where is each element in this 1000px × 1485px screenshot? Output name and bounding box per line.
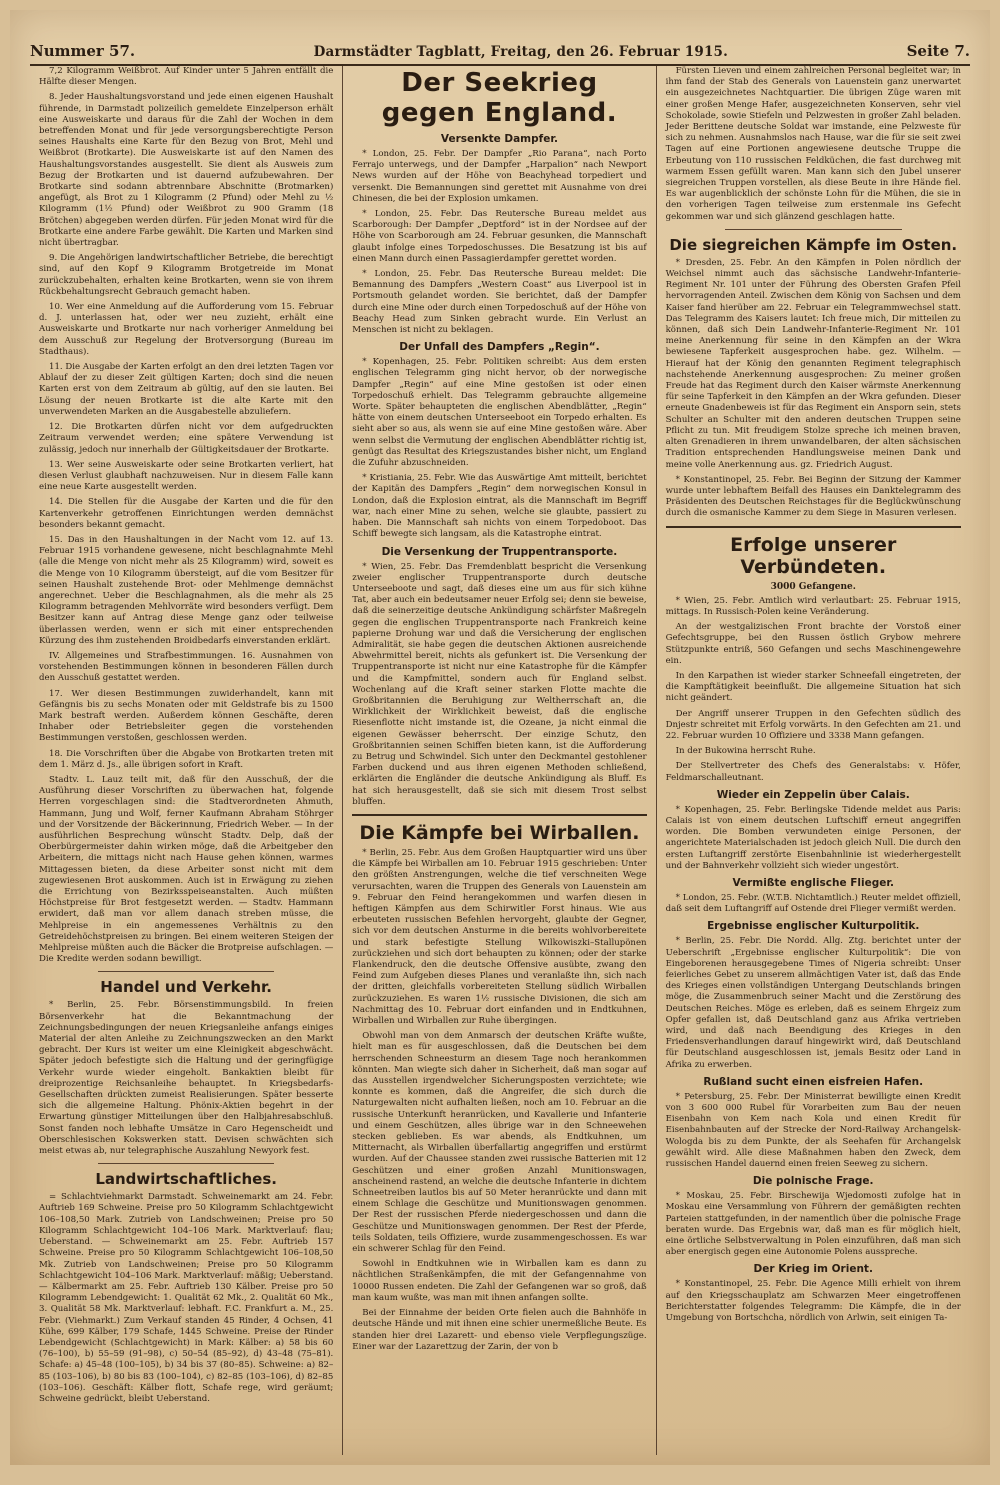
paragraph: 10. Wer eine Anmeldung auf die Aufforderung vom 15. Februar d. J. unterlassen hat, oder wer neu zuzieht, erhält eine Ausweiskarte und Brotkarte nur nach vorheriger Anmeldung bei dem Ausschuß zur Regelung der Brotversorgung (Bureau im Stadthaus). — [39, 302, 334, 357]
section-heading-verbuendete: Erfolge unserer Verbündeten. — [730, 533, 897, 578]
paragraph: In der Bukowina herrscht Ruhe. — [675, 746, 816, 757]
paragraph: 9. Die Angehörigen landwirtschaftlicher Betriebe, die berechtigt sind, auf den Kopf 9 Kilogramm Brotgetreide im Monat zurückzubehalten, erhalten keine Brotkarten, wenn sie von ihrem Rückbehaltungsrecht Gebrauch gemacht haben. — [39, 253, 334, 297]
subheading: Der Krieg im Orient. — [753, 1263, 873, 1276]
paragraph: * London, 25. Febr. Das Reutersche Bureau meldet: Die Bemannung des Dampfers „Western Coast“ aus Liverpool ist in Portsmouth gelandet worden. Sie berichtet, daß der Dampfer durch eine Mine oder durch einen Torpedoschuß auf der Höhe von Beachy Head zum Sinken gebracht wurde. Ein Verlust an Menschen ist nicht zu beklagen. — [352, 269, 647, 336]
paragraph: * Wien, 25. Febr. Amtlich wird verlautbart: 25. Februar 1915, mittags. In Russisch-Polen keine Veränderung. — [665, 595, 961, 617]
paragraph: Der Stellvertreter des Chefs des Generalstabs: v. Höfer, Feldmarschalleutnant. — [665, 761, 961, 783]
subheading: Ergebnisse englischer Kulturpolitik. — [707, 920, 920, 933]
section-heading-handel: Handel und Verkehr. — [100, 978, 272, 997]
paragraph: 14. Die Stellen für die Ausgabe der Karten und die für den Kartenverkehr getroffenen Einrichtungen werden demnächst besonders bekannt gemacht. — [39, 497, 334, 530]
paragraph: 13. Wer seine Ausweiskarte oder seine Brotkarten verliert, hat diesen Verlust glaubhaft nachzuweisen. Nur in diesem Falle kann eine neue Karte ausgestellt werden. — [39, 459, 334, 493]
paragraph: Fürsten Lieven und einem zahlreichen Personal begleitet war; in ihm fand der Stab des Generals von Lauenstein ganz unerwartet ein ausgezeichnetes Nachtquartier. Die übrigen Züge waren mit einer großen Menge Hafer, ausgezeichneten Konserven, sehr viel Schokolade, sowie Stiefeln und Pelzwesten in großer Zahl beladen. Jeder Berittene deutsche Soldat war imstande, eine Pelzweste für sich zu nehmen. Ausnahmslos nach Hause, war die für sie seit zwei Tagen auf eine Portionen angewiesene deutsche Truppe die Erbeutung von 110 russischen Feldküchen, die fast durchweg mit warmem Essen gefüllt waren. Man kann sich den Jubel unserer siegreichen Truppen vorstellen, als diese Beute in ihre Hände fiel. Es war augenblicklich der schönste Lohn für die Mühen, die sie in den vorherigen Tagen teilweise zum erstenmale ins Gefecht gekommen war und sich glänzend geschlagen hatte. — [665, 66, 961, 222]
subheading: Versenkte Dampfer. — [440, 133, 558, 145]
paragraph: In den Karpathen ist wieder starker Schneefall eingetreten, der die Kampftätigkeit beeinflußt. Die allgemeine Situation hat sich nicht geändert. — [665, 670, 961, 704]
paragraph: 15. Das in den Haushaltungen in der Nacht vom 12. auf 13. Februar 1915 vorhandene gewesene, nicht beschlagnahmte Mehl (alle die Menge von nicht mehr als 25 Kilogramm) wird, soweit es die Menge von 10 Kilogramm übersteigt, auf die vom Besitzer für seinen Haushalt zustehende Brot- oder Mehlmenge demnächst angerechnet. Ueber die Beschlagnahmen, als die mehr als 25 Kilogramm betragenden Mehlvorräte wird besonders verfügt. Dem Besitzer kann auf Antrag diese Menge ganz oder teilweise überlassen werden, wenn er sich mit einer entsprechenden Kürzung des ihm zustehenden Broidbedarfs einverstanden erklärt. — [39, 534, 334, 646]
paragraph: Obwohl man von dem Anmarsch der deutschen Kräfte wußte, hielt man es für ausgeschlossen, daß die Deutschen bei dem herrschenden Schneesturm an diesem Tage noch herankommen könnten. Man wiegte sich daher in Sicherheit, daß man sogar auf das Ausstellen irgendwelcher Sicherungsposten verzichtete; wie konnte es kommen, daß die Angreifer, die sich durch die Naturgewalten nicht aufhalten ließen, noch am 10. Februar an die russische Unterkunft heranrücken, und Kavallerie und Infanterie und einem Geschützen, alles übrige war in den Schneewehen stecken geblieben. Es war abends, als Endtkuhnen, um Mitternacht, als Wirballen überfallartig angegriffen und erstürmt wurden. Auf der Chaussee standen zwei russische Batterien mit 12 Geschützen und einer großen Anzahl Munitionswagen, anscheinend rastend, an welche die deutsche Infanterie in dichtem Schneetreiben lautlos bis auf 50 Meter heranrückte und dann mit einem Schlage die Geschütze und Munitionswagen genommen. Der Rest der russischen Pferde niedergeschossen und dann die Geschütze und Munitionswagen genommen. Der Rest der Pferde, teils Soldaten, teils Offiziere, wurde zusammengeschossen. Es war ein schwerer Schlag für den Feind. — [352, 1031, 647, 1255]
paragraph: * Kopenhagen, 25. Febr. Berlingske Tidende meldet aus Paris: Calais ist von einem deutschen Luftschiff erneut angegriffen worden. Die Bomben verwundeten einige Personen, der angerichtete Materialschaden ist jedoch gleich Null. Die durch den ersten Luftangriff zerstörte Eisenbahnlinie ist wiederhergestellt und der Bahnverkehr vollzieht sich wieder ungestört. — [665, 804, 961, 871]
paragraph: * London, 25. Febr. Das Reutersche Bureau meldet aus Scarborough: Der Dampfer „Deptford“ ist in der Nordsee auf der Höhe von Scarborough am 24. Februar gesunken, die Mannschaft glaubt infolge eines Torpedoschusses. Die Besatzung ist bis auf einen Mann durch einen Passagierdampfer gerettet worden. — [352, 209, 647, 264]
paragraph: * London, 25. Febr. Der Dampfer „Rio Parana“, nach Porto Ferrajo unterwegs, und der Dampfer „Harpalion“ nach Newport News wurden auf der Höhe von Beachyhead torpediert und versenkt. Die Bemannungen sind gerettet mit Ausnahme von drei Chinesen, die bei der Explosion umkamen. — [352, 149, 647, 204]
paragraph: 8. Jeder Haushaltungsvorstand und jede einen eigenen Haushalt führende, in Darmstadt polizeilich gemeldete Einzelperson erhält eine Ausweiskarte und daraus für die Zahl der Wochen in dem betreffenden Monat und für jede versorgungsberechtigte Person seines Haushalts eine Karte für den Bezug von Brot, Mehl und Weißbrot (Brotkarte). Die Ausweiskarte ist auf den Namen des Haushaltungsvorstandes ausgestellt. Sie dient als Ausweis zum Bezug der Brotkarten und ist dauernd aufzubewahren. Der Brotkarte sind sodann abtrennbare Abschnitte (Brotmarken) angefügt, als Brot zu 1 Kilogramm (2 Pfund) oder Mehl zu ½ Kilogramm (1½ Pfund) oder Weißbrot zu 900 Gramm (18 Brötchen) abgegeben werden dürfen. Für jeden Monat wird für die Brotkarte eine andere Farbe gewählt. Die Karten und Marken sind nicht übertragbar. — [39, 92, 334, 249]
paragraph: 11. Die Ausgabe der Karten erfolgt an den drei letzten Tagen vor Ablauf der zu dieser Zeit gültigen Karten; doch sind die neuen Karten erst von dem Zeitraum ab gültig, auf den sie lauten. Bei Lösung der neuen Brotkarte ist die alte Karte mit den unverwendeten Marken an die Ausgabestelle abzuliefern. — [39, 362, 334, 417]
subheading: Vermißte englische Flieger. — [732, 876, 895, 889]
issue-number: Nummer 57. — [30, 42, 136, 60]
column-2 — [343, 66, 656, 1455]
paragraph: = Schlachtviehmarkt Darmstadt. Schweinemarkt am 24. Febr. Auftrieb 169 Schweine. Preise pro 50 Kilogramm Schlachtgewicht 106–108,50 Mark. Zutrieb von Landschweinen; Preise pro 50 Kilogramm Schlachtgewicht 104–106 Mark. Marktverlauf: flau; Ueberstand. — Schweinemarkt am 25. Febr. Auftrieb 157 Schweine. Preise pro 50 Kilogramm Schlachtgewicht 106–108,50 Mk. Zutrieb von Landschweinen; Preise pro 50 Kilogramm Schlachtgewicht 104–106 Mark. Marktverlauf: mäßig; Ueberstand. — Kälbermarkt am 25. Febr. Auftrieb 130 Kälber. Preise pro 50 Kilogramm Lebendgewicht: 1. Qualität 62 Mk., 2. Qualität 60 Mk., 3. Qualität 58 Mk. Marktverlauf: lebhaft. F.C. Frankfurt a. M., 25. Febr. (Viehmarkt.) Zum Verkauf standen 45 Rinder, 4 Ochsen, 41 Kühe, 699 Kälber, 179 Schafe, 1445 Schweine. Preise der Rinder Lebendgewicht (Schlachtgewicht) in Mark: Kälber: a) 58 bis 60 (76–100), b) 55–59 (91–98), c) 50–54 (85–92), d) 43–48 (75–81). Schafe: a) 45–48 (100–105), b) 34 bis 37 (80–85). Schweine: a) 82–85 (103–106), b) 80 bis 83 (100–104), c) 82–85 (103–106), d) 82–85 (103–106). Geschäft: Kälber flott, Schafe rege, wird geräumt; Schweine gedrückt, bleibt Ueberstand. — [39, 1192, 334, 1404]
paragraph: * Konstantinopel, 25. Febr. Die Agence Milli erhielt von ihrem auf den Kriegsschauplatz am Schwarzen Meer eingetroffenen Berichterstatter folgendes Telegramm: Die Kämpfe, die in der Umgebung von Bortschcha, nördlich von Arlwin, seit einigen Ta- — [665, 1279, 961, 1324]
paragraph: * Petersburg, 25. Febr. Der Ministerrat bewilligte einen Kredit von 3 600 000 Rubel für Vorarbeiten zum Bau der neuen Eisenbahn von Kem nach Kola und einen Kredit für Eisenbahnbauten auf der Strecke der Nord-Railway Archangelsk-Wologda bis zu dem Punkte, der als Seehafen für Archangelsk gewählt wird. Alle diese Maßnahmen haben den Zweck, dem russischen Handel dauernd einen freien Seeweg zu sichern. — [665, 1091, 961, 1170]
subheading: Die polnische Frage. — [752, 1175, 874, 1188]
section-heading-osten: Die siegreichen Kämpfe im Osten. — [669, 235, 958, 254]
paragraph: Sowohl in Endtkuhnen wie in Wirballen kam es dann zu nächtlichen Straßenkämpfen, die mit der Gefangennahme von 10000 Russen endeten. Die Zahl der Gefangenen war so groß, daß man kaum wußte, was man mit ihnen anfangen sollte. — [352, 1259, 647, 1303]
paragraph: Bei der Einnahme der beiden Orte fielen auch die Bahnhöfe in deutsche Hände und mit ihnen eine schier unermeßliche Beute. Es standen hier drei Lazarett- und ebenso viele Verpflegungszüge. Einer war der Lazarettzug der Zarin, der von b — [352, 1308, 647, 1352]
subheading: Die Versenkung der Truppentransporte. — [381, 545, 618, 558]
column-3 — [657, 66, 970, 1455]
divider — [725, 229, 902, 230]
paragraph: * Konstantinopel, 25. Febr. Bei Beginn der Sitzung der Kammer wurde unter lebhaftem Beifall des Hauses ein Danktelegramm des Präsidenten des Deutschen Reichstages für die Beglückwünschung durch die osmanische Kammer zu dem Siege in Masuren verlesen. — [665, 474, 961, 519]
paragraph: 7,2 Kilogramm Weißbrot. Auf Kinder unter 5 Jahren entfällt die Hälfte dieser Mengen. — [39, 66, 334, 88]
newspaper-title-date: Darmstädter Tagblatt, Freitag, den 26. Februar 1915. — [313, 44, 729, 60]
divider — [98, 1163, 275, 1164]
subheading: 3000 Gefangene. — [770, 581, 856, 592]
subheading: Wieder ein Zeppelin über Calais. — [716, 788, 910, 801]
masthead — [30, 24, 970, 66]
paragraph: 18. Die Vorschriften über die Abgabe von Brotkarten treten mit dem 1. März d. Js., alle übrigen sofort in Kraft. — [39, 748, 334, 770]
paragraph: * Berlin, 25. Febr. Aus dem Großen Hauptquartier wird uns über die Kämpfe bei Wirballen am 10. Februar 1915 geschrieben: Unter den größten Anstrengungen, welche die tief verschneiten Wege verursachten, waren die Truppen des Generals von Lauenstein am 9. Februar den Feind herangekommen und warfen diesen in heftigen Kämpfen aus dem Schirwitler Forst hinaus. Wie aus erbeuteten russischen Befehlen hervorgeht, glaubte der Gegner, sich vor dem deutschen Ansturme in die bereits wohlvorbereitete und stark befestigte Stellung Wilkowiszki–Stallupönen zurückziehen und sich dort behaupten zu können; oder der starke Flankendruck, den die deutsche Offensive ausübte, zwang den Feind zum Aufgeben dieses Planes und veranlaßte ihn, sich nach der dritten, gleichfalls vorbereiteten Stellung südlich Wirballen zurückzuziehen. Es waren 1½ russische Divisionen, die sich am Nachmittag des 10. Februar dort einfanden und in Endtkuhnen, Wirballen und Wirballen zur Ruhe übergingen. — [352, 847, 647, 1027]
paragraph: * Kopenhagen, 25. Febr. Politiken schreibt: Aus dem ersten englischen Telegramm ging nicht hervor, ob der norwegische Dampfer „Regin“ auf eine Mine gestoßen ist oder einen Torpedoschuß erhielt. Das Telegramm gebrauchte allgemeine Worte. Später behaupteten die englischen Abendblätter, „Regin“ hätte von einem deutschen Unterseeboot ein Torpedo erhalten. Es sieht aber so aus, als wenn sie auf eine Mine gestoßen wäre. Aber wenn selbst die Vermutung der englischen Abendblätter richtig ist, genügt das Resultat des Kriegszustandes bisher nicht, um England die Zufuhr abzuschneiden. — [352, 357, 647, 469]
section-heading-wirballen: Die Kämpfe bei Wirballen. — [359, 821, 640, 844]
paragraph: IV. Allgemeines und Strafbestimmungen. 16. Ausnahmen von vorstehenden Bestimmungen können in besonderen Fällen durch den Ausschuß gestattet werden. — [39, 650, 334, 684]
paragraph: * Berlin, 25. Febr. Die Nordd. Allg. Ztg. berichtet unter der Ueberschrift „Ergebnisse englischer Kulturpolitik“: Die von Eingeborenen herausgegebene Times of Nigeria schreibt: Unser feierliches Gebet zu unserem allmächtigen Vater ist, daß das Ende des Krieges einen vollständigen Untergang Deutschlands bringen möge, die Zusammenbruch seiner Macht und die Zerstörung des Deutschen Reiches. Möge es erleben, daß es seinem Ehrgeiz zum Opfer gefallen ist, daß Deutschland ganz aus Afrika vertrieben wird, und daß nach Beendigung des Krieges in den Friedensverhandlungen darauf hingewirkt wird, daß Deutschland für Deutschland ausgeschlossen ist, jemals Besitz oder Land in Afrika zu erwerben. — [665, 936, 961, 1070]
page-number: Seite 7. — [906, 42, 970, 60]
newspaper-page — [10, 10, 990, 1465]
paragraph: * Wien, 25. Febr. Das Fremdenblatt bespricht die Versenkung zweier englischer Truppentransporte durch deutsche Unterseeboote und sagt, daß dieses eine um aus für sich kühne Tat, aber auch ein bedeutsamer neuer Erfolg sei; denn sie beweise, daß die seinerzeitige deutsche Ankündigung schärfster Maßregeln gegen die englischen Truppentransporte nach Frankreich keine papierne Drohung war und daß die Versicherung der englischen Admiralität, sie habe gegen die deutschen Aktionen ausreichende Abwehrmittel bereit, nichts als gefunkert ist. Die Versenkung der Truppentransporte ist nicht nur eine Katastrophe für die Kämpfer und die Kampfmittel, sondern auch für England selbst. Wochenlang auf die Kraft seiner starken Flotte machte die Großbritannien die Beruhigung zur Weltherrschaft an, die Wirklichkeit der Wirklichkeit beweist, daß die englische Riesenflotte nicht imstande ist, die Ozeane, ja nicht einmal die eigenen Gewässer beherrscht. Der einzige Schutz, den Großbritannien seinen Schiffen bieten kann, ist die Aufforderung zu Betrug und Schwindel. Sich unter den Deckmantel gestohlener Farben duckend und aus ihren eigenen Methoden schließend, erklärten die Engländer die deutsche Ankündigung als Bluff. Es hat sich herausgestellt, daß sie sich mit diesem Trost selbst bluffen. — [352, 561, 647, 807]
paragraph: 12. Die Brotkarten dürfen nicht vor dem aufgedruckten Zeitraum verwendet werden; eine spätere Verwendung ist zulässig, jedoch nur innerhalb der Gültigkeitsdauer der Brotkarte. — [39, 422, 334, 455]
paragraph: * London, 25. Febr. (W.T.B. Nichtamtlich.) Reuter meldet offiziell, daß seit dem Luftangriff auf Ostende drei Flieger vermißt werden. — [665, 892, 961, 915]
section-heading-landwirtschaft: Landwirtschaftliches. — [95, 1170, 277, 1189]
paragraph: An der westgalizischen Front brachte der Vorstoß einer Gefechtsgruppe, bei den Russen östlich Grybow mehrere Stützpunkte entriß, 560 Gefangen und sechs Maschinengewehre ein. — [665, 622, 961, 666]
paragraph: Der Angriff unserer Truppen in den Gefechten südlich des Dnjestr schreitet mit Erfolg vorwärts. In den Gefechten am 21. und 22. Februar wurden 10 Offiziere und 3338 Mann gefangen. — [665, 708, 961, 741]
paragraph: * Kristiania, 25. Febr. Wie das Auswärtige Amt mitteilt, berichtet der Kapitän des Dampfers „Regin“ dem norwegischen Konsul in London, daß die Explosion eintrat, als die Mannschaft im Begriff war, nach einer Mine zu sehen, welche sie glaubte, passiert zu haben. Die Mannschaft sah nichts von einem Torpedoboot. Das Schiff bewegte sich langsam, als die Katastrophe eintrat. — [352, 473, 647, 540]
column-1 — [30, 66, 343, 1455]
paragraph: Stadtv. L. Lauz teilt mit, daß für den Ausschuß, der die Ausführung dieser Vorschriften zu überwachen hat, folgende Herren vorgeschlagen sind: die Stadtverordneten Ahmuth, Hammann, Jung und Wolf, ferner Kaufmann Abraham Stöhrger und der Vorsitzende der Bäckerinnung, Friedrich Weber. — In der ausführlichen Besprechung wünscht Stadtv. Delp, daß der Oberbürgermeister dahin wirken möge, daß die Arbeitgeber den Arbeitern, die mittags nicht nach Hause gehen können, warmes Mittagessen bieten, da diese Arbeiter sonst nicht mit dem zugewiesenen Brot auskommen. Auch ist in Erwägung zu ziehen die Errichtung von Bezirksspeiseanstalten. Auch müßten Höchstpreise für Brot festgesetzt werden. — Stadtv. Hammann erwidert, daß man vor allem danach streben müsse, die Mehlpreise in ein angemessenes Verhältnis zu den Getreidehöchstpreisen zu bringen. Bei einem weiteren Steigen der Mehlpreise müßten auch die Bäcker die Brotpreise aufschlagen. — Die Kredite werden sodann bewilligt. — [39, 774, 334, 965]
paragraph: * Dresden, 25. Febr. An den Kämpfen in Polen nördlich der Weichsel nimmt auch das sächsische Landwehr-Infanterie-Regiment Nr. 101 unter der Führung des Obersten Grafen Pfeil hervorragenden Anteil. Zwischen dem König von Sachsen und dem Kaiser fand hierüber am 22. Februar ein Telegrammwechsel statt. Das Telegramm des Kaisers lautet: Ich freue mich, Dir mitteilen zu können, daß sich Dein Landwehr-Infanterie-Regiment Nr. 101 meine Anerkennung für seine in den Kämpfen an der Wkra bewiesene Tapferkeit ausgesprochen habe. gez. Wilhelm. — Hierauf hat der König den genannten Regiment telegraphisch nachstehende Anerkennung ausgesprochen: Zu meiner großen Freude hat das Regiment durch den Kaiser wärmste Anerkennung für seine Tapferkeit in den Kämpfen an der Wkra gefunden. Dieser erneute Gnadenbeweis ist für das Regiment ein Ansporn sein, stets Schulter an Schulter mit den anderen deutschen Truppen seine Pflicht zu tun. Mit freudigem Stolze spreche ich meinen braven, alten Grenadieren in ihrem unwandelbaren, der alten sächsischen Tradition entsprechenden Handlungsweise meinen Dank und meine volle Anerkennung aus. gz. Friedrich August. — [665, 257, 961, 470]
main-headline: Der Seekrieg gegen England. — [381, 68, 618, 128]
paragraph: * Moskau, 25. Febr. Birschewija Wjedomosti zufolge hat in Moskau eine Versammlung von Führern der gemäßigten rechten Parteien stattgefunden, in der namentlich über die polnische Frage beraten wurde. Das Ergebnis war, daß man es für möglich hielt, eine örtliche Selbstverwaltung in Polen einzuführen, daß man sich aber energisch gegen eine Autonomie Polens ausspreche. — [665, 1191, 961, 1258]
paragraph: 17. Wer diesen Bestimmungen zuwiderhandelt, kann mit Gefängnis bis zu sechs Monaten oder mit Geldstrafe bis zu 1500 Mark bestraft werden. Außerdem können Geschäfte, deren Inhaber oder Betriebsleiter gegen die vorstehenden Bestimmungen verstoßen, geschlossen werden. — [39, 688, 334, 744]
divider — [98, 971, 275, 972]
paragraph: * Berlin, 25. Febr. Börsenstimmungsbild. In freien Börsenverkehr hat die Bekanntmachung der Zeichnungsbedingungen der neuen Kriegsanleihe anfangs einiges Material der alten Anleihe zu Zeichnungszwecken an den Markt gebracht. Der Kurs ist weiter um eine Kleinigkeit abgeschwächt. Später jedoch befestigte sich die Haltung und der geringfügige Verkehr wurde wieder eingeholt. Bankaktien bleibt für dreiprozentige Reichsanleihe behauptet. In Kriegsbedarfs-Gesellschaften drückten zumeist Realisierungen. Später besserte sich die allgemeine Haltung. Phönix-Aktien begehrt in der Erwartung günstiger Mitteilungen über den Halbjahresabschluß. Sonst fanden noch lebhafte Umsätze in Caro Hegenscheidt und Oberschlesischen Kokswerken statt. Devisen schwächten sich meist etwas ab, nur telegraphische Auszahlung Newyork fest. — [39, 1000, 334, 1157]
columns — [30, 66, 970, 1455]
divider — [666, 526, 961, 528]
subheading: Rußland sucht einen eisfreien Hafen. — [703, 1075, 924, 1088]
subheading: Der Unfall des Dampfers „Regin“. — [399, 341, 600, 354]
divider — [352, 814, 646, 816]
